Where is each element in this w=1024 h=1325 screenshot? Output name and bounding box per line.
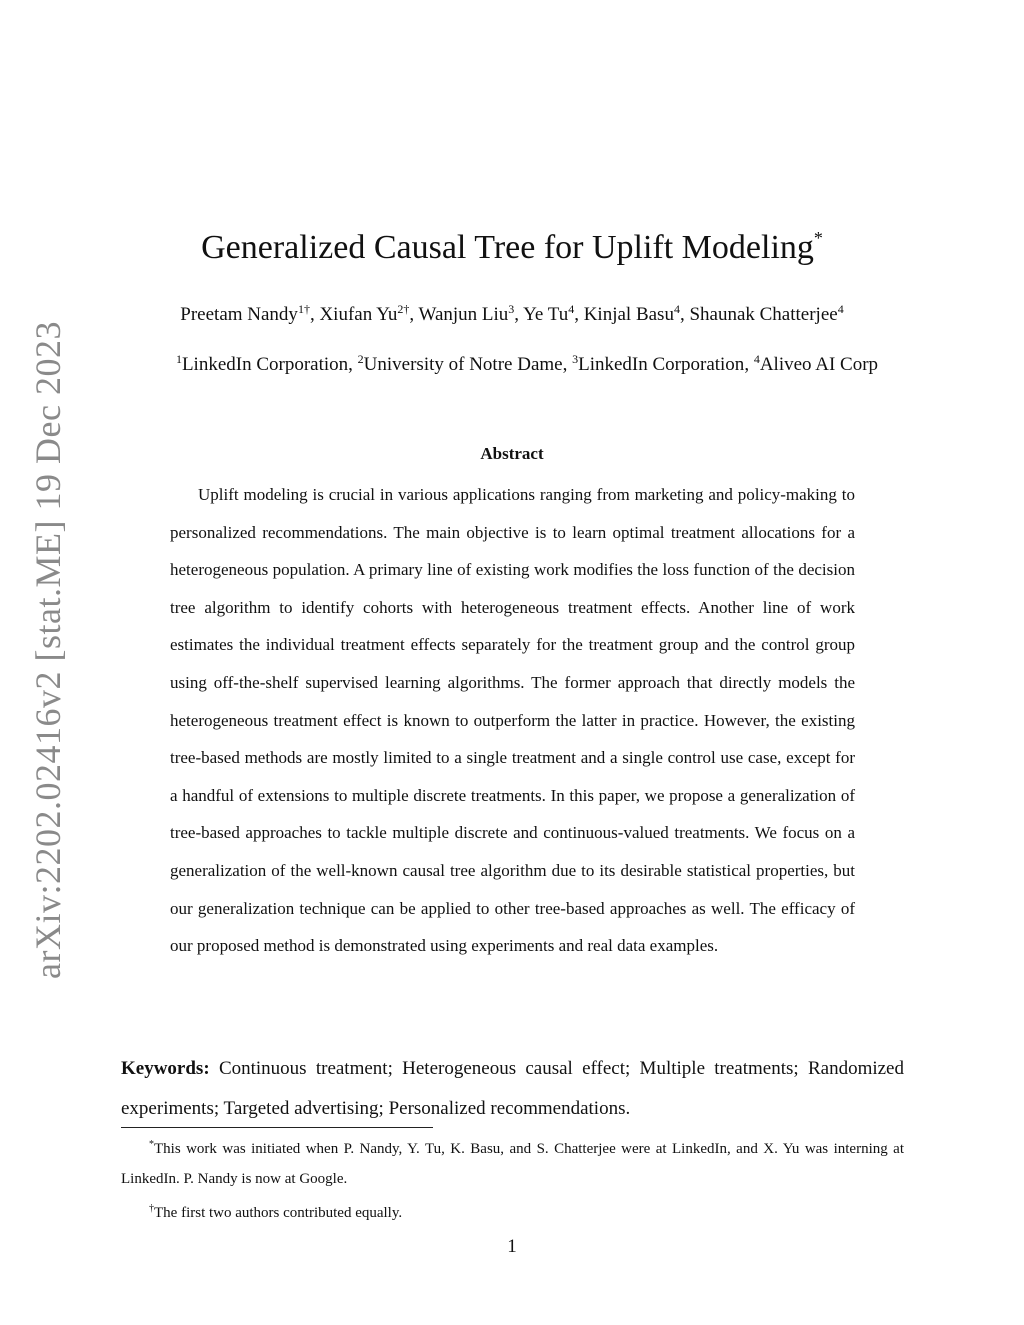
footnote — [121, 1130, 904, 1194]
author-affiliation-mark: 4 — [673, 302, 680, 316]
arxiv-identifier-text: arXiv:2202.02416v2 [stat.ME] 19 Dec 2023 — [28, 321, 68, 979]
footnote-divider — [121, 1127, 433, 1128]
footnote-mark: * — [149, 1139, 154, 1150]
affiliation-separator: , — [348, 354, 358, 375]
affiliation-name: Aliveo AI Corp — [759, 354, 879, 375]
keywords-text: Continuous treatment; Heterogeneous causal effect; Multiple treatments; Randomized experiments; Targeted advertising; Personalized recommendations. — [121, 1058, 904, 1119]
affiliation-list — [0, 352, 1024, 376]
author-separator: , — [309, 304, 320, 325]
author-affiliation-mark: 4 — [837, 302, 844, 316]
author-separator: , — [679, 304, 690, 325]
author-separator: , — [409, 304, 419, 325]
footnote — [121, 1194, 904, 1228]
page-number: 1 — [507, 1236, 517, 1257]
footnote-text: The first two authors contributed equally. — [154, 1205, 403, 1221]
paper-title-text: Generalized Causal Tree for Uplift Modeling — [201, 229, 814, 266]
author-affiliation-mark: 3 — [508, 302, 515, 316]
author-affiliation-mark: 2† — [397, 302, 410, 316]
affiliation-mark: 1 — [175, 352, 182, 366]
author-list — [0, 302, 1024, 326]
keywords-label: Keywords: — [121, 1058, 210, 1079]
affiliation-name: LinkedIn Corporation — [181, 354, 349, 375]
author-name: Kinjal Basu — [583, 304, 674, 325]
author-name: Shaunak Chatterjee — [689, 304, 838, 325]
author-name: Preetam Nandy — [180, 304, 298, 325]
author-name: Xiufan Yu — [319, 304, 398, 325]
footnote-text: This work was initiated when P. Nandy, Y. Tu, K. Basu, and S. Chatterjee were at LinkedIn, and X. Yu was interning at LinkedIn. P. Nandy is now at Google. — [121, 1141, 904, 1187]
author-separator: , — [514, 304, 524, 325]
footnotes — [121, 1130, 904, 1228]
abstract-body: Uplift modeling is crucial in various applications ranging from marketing and policy-making to personalized recommendations. The main objective is to learn optimal treatment allocations for a heterogeneous population. A primary line of existing work modifies the loss function of the decision tree algorithm to identify cohorts with heterogeneous treatment effects. Another line of work estimates the individual treatment effects separately for the treatment group and the control group using off-the-shelf supervised learning algorithms. The former approach that directly models the heterogeneous treatment effect is known to outperform the latter in practice. However, the existing tree-based methods are mostly limited to a single treatment and a single control use case, except for a handful of extensions to multiple discrete treatments. In this paper, we propose a generalization of tree-based approaches to tackle multiple discrete and continuous-valued treatments. We focus on a generalization of the well-known causal tree algorithm due to its desirable statistical properties, but our generalization technique can be applied to other tree-based approaches as well. The efficacy of our proposed method is demonstrated using experiments and real data examples. — [170, 485, 855, 956]
keywords-section — [121, 1049, 904, 1129]
paper-title — [0, 228, 1024, 267]
affiliation-separator: , — [562, 354, 573, 375]
arxiv-identifier-stamp — [18, 321, 78, 979]
author-name: Wanjun Liu — [418, 304, 509, 325]
affiliation-mark: 4 — [753, 352, 760, 366]
affiliation-mark: 2 — [357, 352, 364, 366]
author-affiliation-mark: 1† — [297, 302, 310, 316]
footnote-mark: † — [149, 1203, 154, 1214]
affiliation-name: LinkedIn Corporation — [578, 354, 745, 375]
abstract-heading: Abstract — [480, 444, 544, 463]
author-separator: , — [574, 304, 584, 325]
affiliation-name: University of Notre Dame — [363, 354, 563, 375]
title-footnote-mark: * — [813, 228, 823, 248]
author-affiliation-mark: 4 — [568, 302, 575, 316]
affiliation-separator: , — [744, 354, 754, 375]
affiliation-mark: 3 — [572, 352, 579, 366]
author-name: Ye Tu — [523, 304, 569, 325]
